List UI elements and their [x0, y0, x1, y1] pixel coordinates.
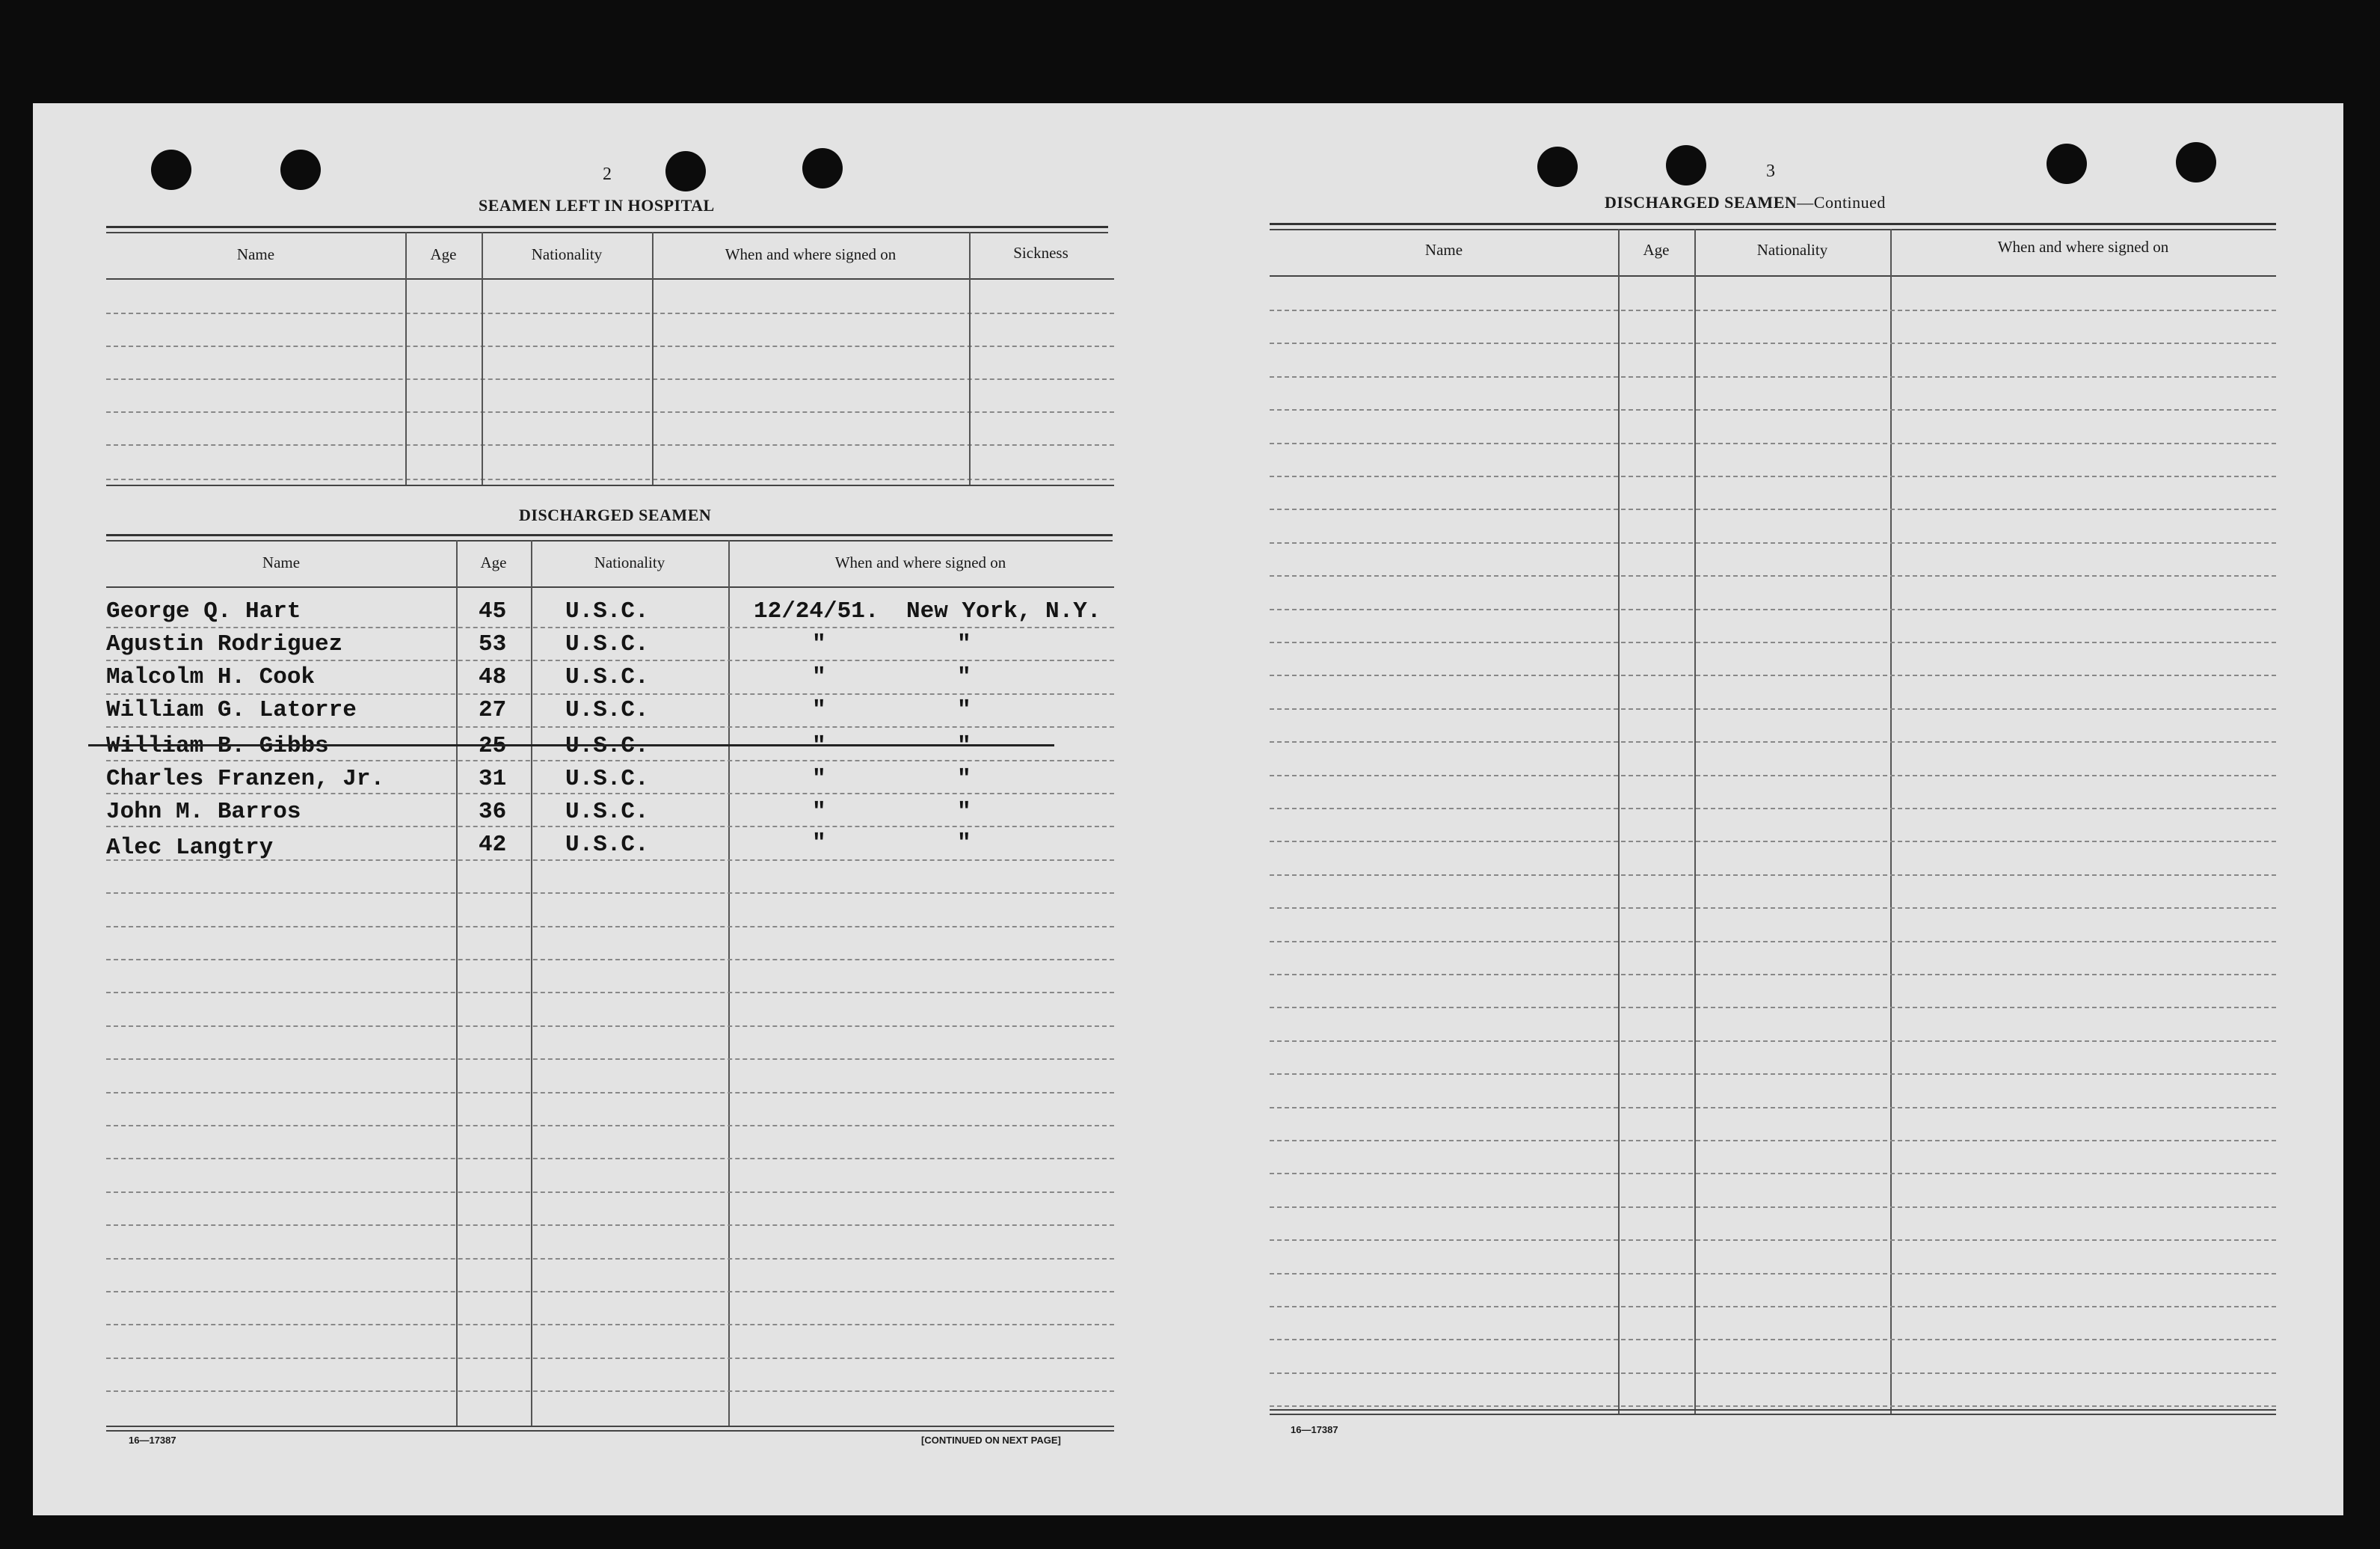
table-rule [106, 540, 1113, 542]
seaman-name: John M. Barros [106, 799, 301, 825]
row-line [1270, 310, 2276, 311]
signed-on-date: " [812, 697, 826, 723]
row-line [1270, 1073, 2276, 1075]
seaman-age: 53 [479, 631, 507, 657]
seaman-age: 27 [479, 697, 507, 723]
row-line [106, 378, 1114, 380]
punch-hole [151, 150, 191, 190]
signed-on-place: " [957, 631, 971, 657]
column-header-sickness: Sickness [1013, 244, 1068, 262]
column-header-age: Age [1643, 241, 1670, 259]
row-line [106, 726, 1114, 728]
column-divider [405, 232, 407, 485]
seaman-name: William B. Gibbs [106, 733, 329, 759]
row-line [106, 1291, 1114, 1292]
signed-on-date: " [812, 799, 826, 825]
table-rule [1270, 275, 2276, 277]
column-header-nationality: Nationality [531, 245, 603, 263]
row-line [1270, 974, 2276, 975]
row-line [1270, 1173, 2276, 1174]
column-header-age: Age [480, 553, 507, 571]
seaman-nationality: U.S.C. [565, 733, 649, 759]
row-line [1270, 609, 2276, 610]
seaman-name: Agustin Rodriguez [106, 631, 343, 657]
page-number-left: 2 [603, 165, 612, 184]
punch-hole [280, 150, 321, 190]
row-line [1270, 1040, 2276, 1042]
column-header-signed-on: When and where signed on [1997, 238, 2169, 256]
row-line [1270, 874, 2276, 876]
signed-on-place: " [957, 697, 971, 723]
column-header-signed-on: When and where signed on [834, 553, 1006, 571]
row-line [106, 892, 1114, 894]
row-line [1270, 376, 2276, 378]
row-line [106, 627, 1114, 628]
row-line [106, 1092, 1114, 1093]
punch-hole [1666, 145, 1706, 185]
row-line [1270, 642, 2276, 643]
table-rule [1270, 1409, 2276, 1411]
column-header-signed-on: When and where signed on [725, 245, 897, 263]
seaman-nationality: U.S.C. [565, 664, 649, 690]
signed-on-place: " [957, 830, 971, 856]
row-line [106, 1258, 1114, 1260]
row-line [106, 1358, 1114, 1359]
table-rule [106, 534, 1113, 536]
signed-on-place: " [957, 799, 971, 825]
row-line [1270, 941, 2276, 942]
continued-note: [CONTINUED ON NEXT PAGE] [921, 1435, 1061, 1446]
row-line [1270, 1273, 2276, 1275]
table-rule [106, 485, 1114, 486]
discharged-continued-title [1605, 193, 1886, 212]
seaman-name: Malcolm H. Cook [106, 664, 316, 690]
seaman-age: 42 [479, 832, 507, 858]
form-number-left: 16—17387 [129, 1435, 176, 1446]
column-header-name: Name [1424, 241, 1463, 259]
column-divider [456, 540, 458, 1427]
table-rule [106, 278, 1114, 280]
row-line [1270, 808, 2276, 809]
seaman-nationality: U.S.C. [565, 697, 649, 723]
row-line [1270, 1372, 2276, 1374]
seaman-name: Charles Franzen, Jr. [106, 766, 385, 792]
column-divider [1694, 229, 1696, 1415]
column-divider [1618, 229, 1620, 1415]
page-number-right: 3 [1766, 162, 1775, 181]
row-line [106, 1058, 1114, 1060]
seaman-name: Alec Langtry [106, 835, 274, 861]
row-line [1270, 1140, 2276, 1141]
signed-on-date: " [812, 664, 826, 690]
row-line [1270, 509, 2276, 510]
row-line [1270, 775, 2276, 776]
seaman-name: William G. Latorre [106, 697, 357, 723]
row-line [106, 693, 1114, 695]
row-line [1270, 1206, 2276, 1208]
table-rule [1270, 229, 2276, 230]
seaman-age: 31 [479, 766, 507, 792]
punch-hole [2047, 144, 2087, 184]
title-main: DISCHARGED SEAMEN [1605, 193, 1798, 212]
row-line [1270, 841, 2276, 842]
row-line [1270, 675, 2276, 676]
row-line [106, 793, 1114, 794]
row-line [106, 1025, 1114, 1027]
row-line [1270, 1107, 2276, 1108]
row-line [106, 1390, 1114, 1392]
row-line [1270, 741, 2276, 743]
table-rule [106, 586, 1114, 588]
row-line [1270, 907, 2276, 909]
seaman-age: 25 [479, 733, 507, 759]
table-rule [1270, 1414, 2276, 1415]
row-line [1270, 708, 2276, 710]
document-sheet [33, 103, 2343, 1515]
row-line [1270, 575, 2276, 577]
signed-on-place: " [957, 664, 971, 690]
table-rule [106, 226, 1108, 228]
column-header-nationality: Nationality [594, 553, 665, 571]
column-header-nationality: Nationality [1756, 241, 1828, 259]
table-rule [1270, 223, 2276, 225]
signed-on-date: 12/24/51. [754, 598, 879, 625]
row-line [1270, 1339, 2276, 1340]
row-line [106, 346, 1114, 347]
signed-on-place: " [957, 766, 971, 792]
row-line [106, 826, 1114, 827]
row-line [106, 1158, 1114, 1159]
row-line [106, 959, 1114, 960]
row-line [106, 444, 1114, 446]
strikethrough-line [88, 744, 1054, 746]
row-line [1270, 542, 2276, 544]
column-header-name: Name [236, 245, 275, 263]
seaman-nationality: U.S.C. [565, 598, 649, 625]
seaman-nationality: U.S.C. [565, 766, 649, 792]
row-line [106, 760, 1114, 761]
seaman-nationality: U.S.C. [565, 799, 649, 825]
signed-on-place: " [957, 733, 971, 759]
signed-on-date: " [812, 733, 826, 759]
seaman-age: 45 [479, 598, 507, 625]
row-line [106, 660, 1114, 661]
row-line [106, 411, 1114, 413]
seaman-age: 48 [479, 664, 507, 690]
punch-hole [1537, 147, 1578, 187]
column-header-age: Age [430, 245, 457, 263]
row-line [1270, 409, 2276, 411]
row-line [106, 1191, 1114, 1193]
row-line [1270, 1306, 2276, 1307]
column-divider [531, 540, 532, 1427]
column-header-name: Name [262, 553, 301, 571]
row-line [106, 1324, 1114, 1325]
row-line [106, 992, 1114, 993]
row-line [106, 1125, 1114, 1126]
column-divider [1890, 229, 1892, 1415]
signed-on-place: New York, N.Y. [906, 598, 1101, 625]
table-rule [106, 1430, 1114, 1432]
form-number-right: 16—17387 [1291, 1424, 1338, 1435]
punch-hole [2176, 142, 2216, 182]
row-line [1270, 476, 2276, 477]
column-divider [652, 232, 654, 485]
discharged-section-title: DISCHARGED SEAMEN [519, 506, 712, 524]
row-line [1270, 343, 2276, 344]
column-divider [728, 540, 730, 1427]
signed-on-date: " [812, 631, 826, 657]
row-line [106, 926, 1114, 927]
row-line [1270, 1405, 2276, 1407]
signed-on-date: " [812, 766, 826, 792]
hospital-section-title: SEAMEN LEFT IN HOSPITAL [479, 196, 715, 215]
column-divider [482, 232, 483, 485]
table-rule [106, 1426, 1114, 1427]
title-continued: —Continued [1797, 193, 1886, 212]
column-divider [969, 232, 971, 485]
table-rule [106, 232, 1108, 233]
punch-hole [802, 148, 843, 188]
row-line [1270, 1007, 2276, 1008]
row-line [106, 479, 1114, 480]
row-line [1270, 443, 2276, 444]
seaman-nationality: U.S.C. [565, 832, 649, 858]
row-line [1270, 1239, 2276, 1241]
seaman-age: 36 [479, 799, 507, 825]
seaman-name: George Q. Hart [106, 598, 301, 625]
signed-on-date: " [812, 830, 826, 856]
row-line [106, 1224, 1114, 1226]
punch-hole [665, 151, 706, 191]
row-line [106, 313, 1114, 314]
seaman-nationality: U.S.C. [565, 631, 649, 657]
